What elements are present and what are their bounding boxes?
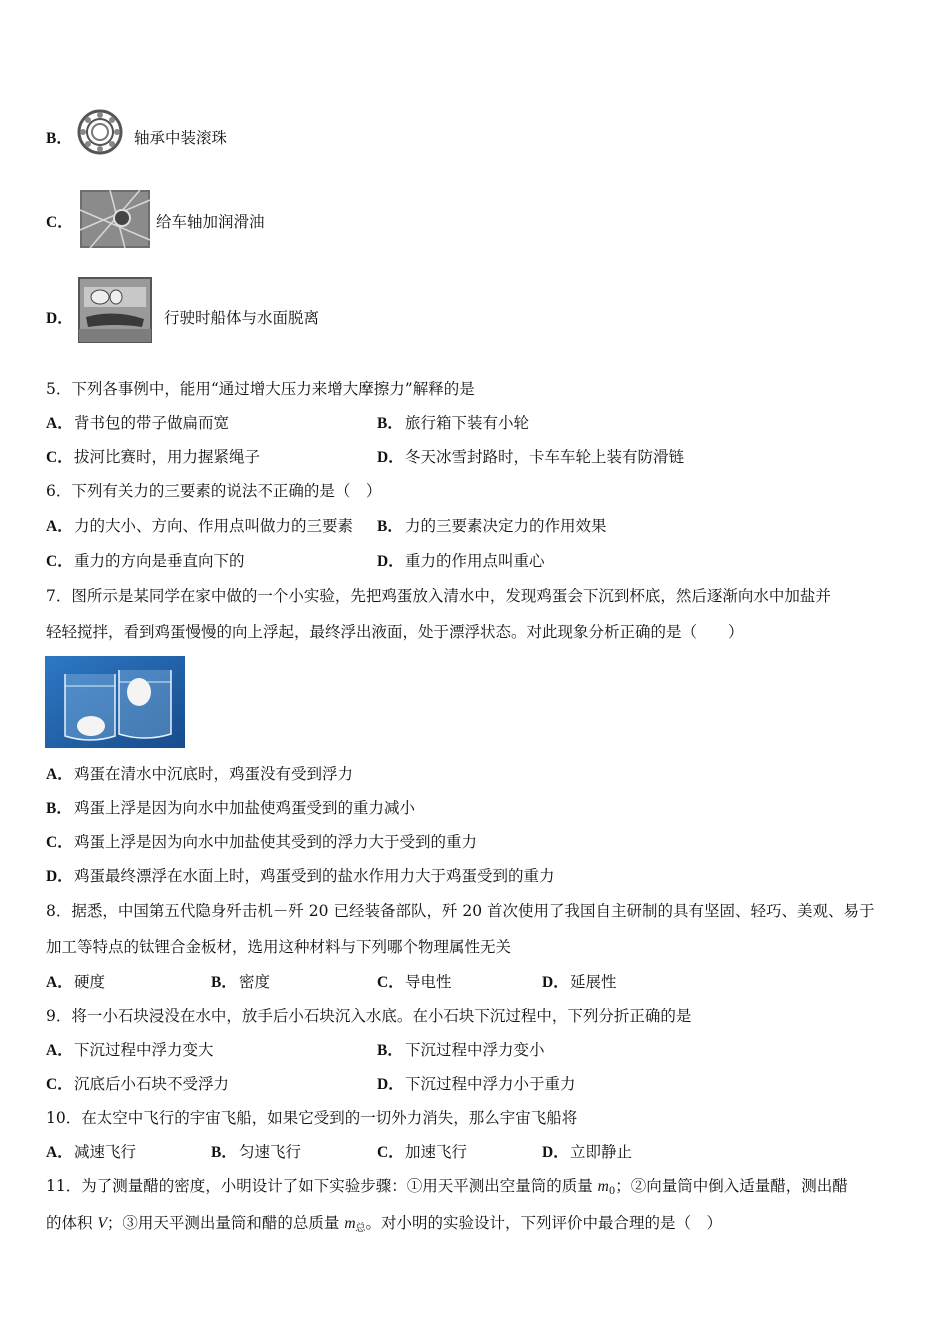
q5-option-d bbox=[377, 447, 684, 468]
option-text: 力的大小、方向、作用点叫做力的三要素 bbox=[74, 517, 354, 535]
option-label: C． bbox=[46, 834, 73, 851]
q8-option-c bbox=[377, 972, 452, 993]
option-label: B． bbox=[211, 974, 237, 991]
option-label: C． bbox=[46, 553, 73, 570]
option-label: C． bbox=[377, 1144, 404, 1161]
question-8-stem-line1: 8．据悉，中国第五代隐身歼击机－歼 20 已经装备部队，歼 20 首次使用了我国自主研制的具有坚固、轻巧、美观、易于 bbox=[46, 902, 875, 920]
option-text: 下沉过程中浮力变大 bbox=[74, 1041, 214, 1059]
option-label: D． bbox=[377, 553, 404, 570]
q10-option-c bbox=[377, 1142, 467, 1163]
q7-option-c bbox=[46, 832, 477, 853]
q8-option-d bbox=[542, 972, 617, 993]
q10-option-a bbox=[46, 1142, 136, 1163]
option-text: 硬度 bbox=[74, 973, 106, 991]
q6-option-c bbox=[46, 551, 245, 572]
option-label: D． bbox=[377, 449, 404, 466]
prev-option-d-text: 行驶时船体与水面脱离 bbox=[164, 309, 320, 327]
option-label: B． bbox=[46, 130, 72, 147]
prev-option-b-text: 轴承中装滚珠 bbox=[134, 129, 228, 147]
q7-option-d bbox=[46, 866, 555, 887]
q5-option-a bbox=[46, 413, 229, 434]
option-text: 沉底后小石块不受浮力 bbox=[74, 1075, 230, 1093]
option-text: 鸡蛋最终漂浮在水面上时，鸡蛋受到的盐水作用力大于鸡蛋受到的重力 bbox=[74, 867, 555, 885]
mass-variable: m bbox=[597, 1178, 609, 1195]
q6-option-b bbox=[377, 516, 607, 537]
question-6-stem: 6．下列有关力的三要素的说法不正确的是（ ） bbox=[46, 482, 382, 500]
prev-option-b bbox=[46, 128, 74, 149]
hovercraft-image bbox=[76, 275, 154, 345]
q10-option-d bbox=[542, 1142, 632, 1163]
question-7-stem-line2: 轻轻搅拌，看到鸡蛋慢慢的向上浮起，最终浮出液面，处于漂浮状态。对此现象分析正确的是（ ） bbox=[46, 623, 744, 641]
question-11-stem-line1 bbox=[46, 1176, 848, 1202]
q11-text-part: ；③用天平测出量筒和醋的总质量 bbox=[106, 1214, 345, 1232]
egg-experiment-image bbox=[45, 656, 185, 748]
option-label: C． bbox=[377, 974, 404, 991]
option-label: D． bbox=[46, 868, 73, 885]
volume-variable: V bbox=[97, 1215, 107, 1232]
option-text: 拔河比赛时，用力握紧绳子 bbox=[74, 448, 261, 466]
option-label: C． bbox=[46, 214, 73, 231]
option-label: A． bbox=[46, 1144, 73, 1161]
option-label: D． bbox=[542, 974, 569, 991]
prev-option-c bbox=[46, 212, 74, 233]
option-label: D． bbox=[542, 1144, 569, 1161]
option-text: 鸡蛋上浮是因为向水中加盐使鸡蛋受到的重力减小 bbox=[74, 799, 416, 817]
option-text: 立即静止 bbox=[570, 1143, 633, 1161]
option-text: 下沉过程中浮力变小 bbox=[405, 1041, 545, 1059]
option-label: D． bbox=[377, 1076, 404, 1093]
option-text: 导电性 bbox=[405, 973, 452, 991]
option-text: 旅行箱下装有小轮 bbox=[405, 414, 530, 432]
option-text: 力的三要素决定力的作用效果 bbox=[405, 517, 607, 535]
option-label: C． bbox=[46, 449, 73, 466]
option-text: 密度 bbox=[239, 973, 271, 991]
q5-option-b bbox=[377, 413, 529, 434]
q8-option-a bbox=[46, 972, 105, 993]
option-label: A． bbox=[46, 766, 73, 783]
q9-option-c bbox=[46, 1074, 229, 1095]
q9-option-d bbox=[377, 1074, 576, 1095]
q11-text-part: ；②向量筒中倒入适量醋，测出醋 bbox=[615, 1177, 848, 1195]
q9-option-b bbox=[377, 1040, 545, 1061]
q7-option-b bbox=[46, 798, 415, 819]
option-label: B． bbox=[211, 1144, 237, 1161]
q6-option-d bbox=[377, 551, 545, 572]
question-8-stem-line2: 加工等特点的钛锂合金板材，选用这种材料与下列哪个物理属性无关 bbox=[46, 938, 512, 956]
option-text: 鸡蛋在清水中沉底时，鸡蛋没有受到浮力 bbox=[74, 765, 354, 783]
option-label: B． bbox=[46, 800, 72, 817]
option-label: A． bbox=[46, 415, 73, 432]
mass-variable: m bbox=[344, 1215, 356, 1232]
bearing-image bbox=[76, 108, 124, 156]
q8-option-b bbox=[211, 972, 270, 993]
option-label: A． bbox=[46, 1042, 73, 1059]
option-label: A． bbox=[46, 974, 73, 991]
option-label: B． bbox=[377, 415, 403, 432]
option-text: 冬天冰雪封路时，卡车车轮上装有防滑链 bbox=[405, 448, 685, 466]
question-7-stem-line1: 7．图所示是某同学在家中做的一个小实验，先把鸡蛋放入清水中，发现鸡蛋会下沉到杯底，然后逐渐向水中加盐并 bbox=[46, 587, 831, 605]
q7-option-a bbox=[46, 764, 353, 785]
question-11-stem-line2 bbox=[46, 1213, 722, 1239]
q11-text-part: 的体积 bbox=[46, 1214, 98, 1232]
option-text: 重力的作用点叫重心 bbox=[405, 552, 545, 570]
option-text: 下沉过程中浮力小于重力 bbox=[405, 1075, 576, 1093]
option-label: D． bbox=[46, 310, 73, 327]
option-label: C． bbox=[46, 1076, 73, 1093]
option-text: 匀速飞行 bbox=[239, 1143, 302, 1161]
question-10-stem: 10．在太空中飞行的宇宙飞船，如果它受到的一切外力消失，那么宇宙飞船将 bbox=[46, 1109, 578, 1127]
bicycle-axle-image bbox=[80, 190, 150, 248]
prev-option-c-text: 给车轴加润滑油 bbox=[156, 213, 265, 231]
option-label: B． bbox=[377, 1042, 403, 1059]
prev-option-d bbox=[46, 308, 74, 329]
q10-option-b bbox=[211, 1142, 301, 1163]
mass-subscript: 总 bbox=[355, 1223, 366, 1234]
q11-text-part: 11．为了测量醋的密度，小明设计了如下实验步骤：①用天平测出空量筒的质量 bbox=[46, 1177, 598, 1195]
option-text: 鸡蛋上浮是因为向水中加盐使其受到的浮力大于受到的重力 bbox=[74, 833, 478, 851]
mass-subscript: 0 bbox=[608, 1186, 616, 1197]
q5-option-c bbox=[46, 447, 260, 468]
question-5-stem: 5．下列各事例中，能用“通过增大压力来增大摩擦力”解释的是 bbox=[46, 380, 475, 398]
q6-option-a bbox=[46, 516, 353, 537]
option-text: 减速飞行 bbox=[74, 1143, 137, 1161]
option-text: 加速飞行 bbox=[405, 1143, 468, 1161]
option-label: A． bbox=[46, 518, 73, 535]
option-label: B． bbox=[377, 518, 403, 535]
option-text: 背书包的带子做扁而宽 bbox=[74, 414, 230, 432]
q11-text-part: 。对小明的实验设计，下列评价中最合理的是（ ） bbox=[365, 1214, 723, 1232]
option-text: 重力的方向是垂直向下的 bbox=[74, 552, 245, 570]
q9-option-a bbox=[46, 1040, 214, 1061]
question-9-stem: 9．将一小石块浸没在水中，放手后小石块沉入水底。在小石块下沉过程中，下列分折正确的是 bbox=[46, 1007, 692, 1025]
option-text: 延展性 bbox=[570, 973, 617, 991]
